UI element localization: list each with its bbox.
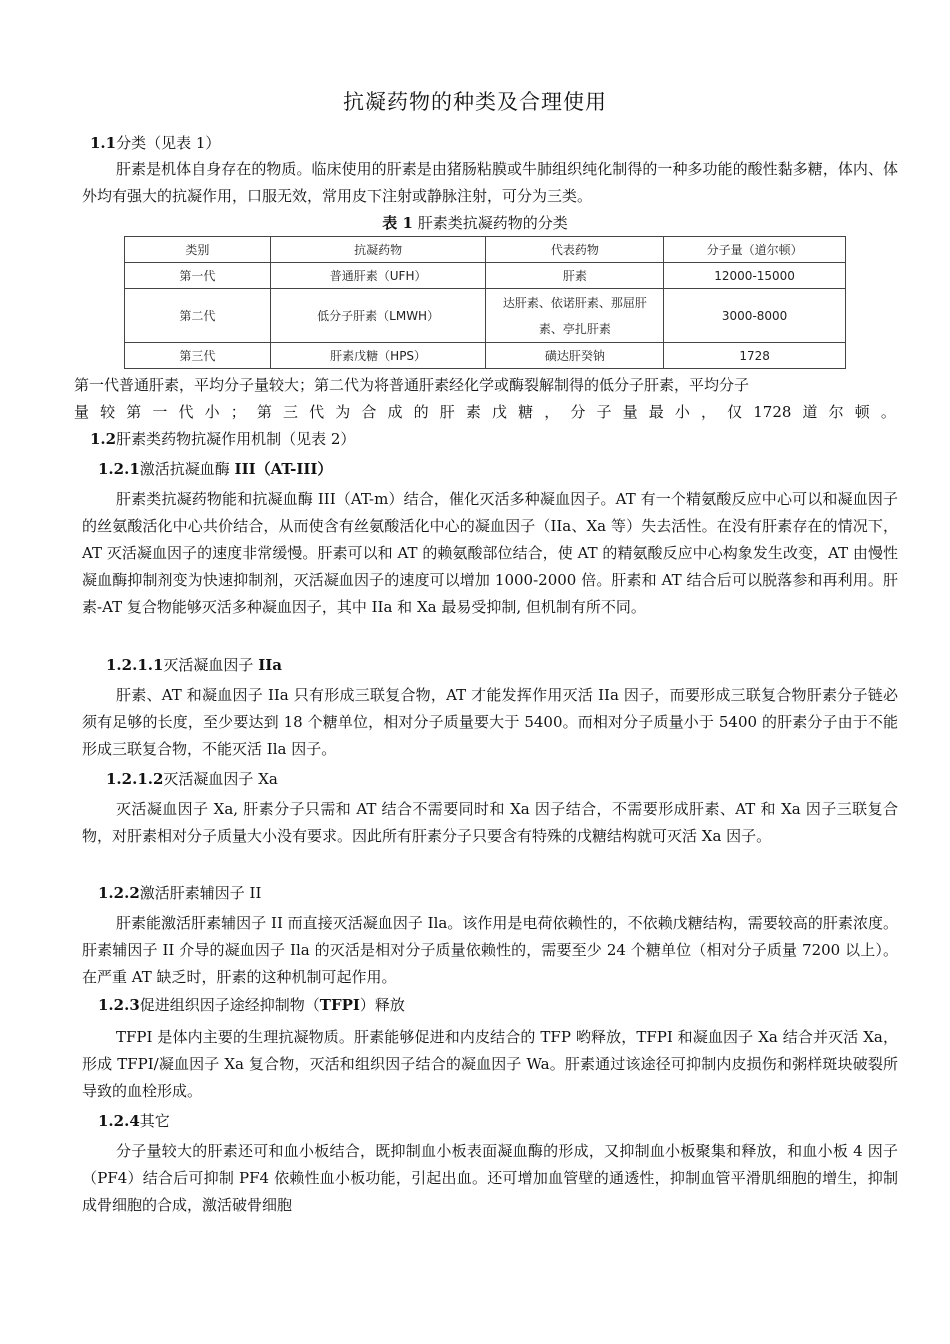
paragraph-other: 分子量较大的肝素还可和血小板结合，既抑制血小板表面凝血酶的形成，又抑制血小板聚集和释放，和血小板 4 因子（PF4）结合后可抑制 PF4 依赖性血小板功能，引起出血。还可增加血管壁的通透性，抑制血管平滑肌细胞的增生，抑制成骨细胞的合成，激活破骨细胞 bbox=[82, 1142, 898, 1214]
heading-number: 1.2 bbox=[90, 430, 117, 448]
heading-text: 分类（见表 1） bbox=[116, 134, 221, 152]
text-line-justified bbox=[74, 399, 896, 426]
text-token: 顿 bbox=[854, 403, 870, 421]
heading-text-tail: ）释放 bbox=[359, 996, 405, 1014]
text-token: 较 bbox=[100, 403, 116, 421]
heading-number: 1.1 bbox=[90, 134, 117, 152]
text-token: 分 bbox=[570, 403, 586, 421]
table-row bbox=[125, 263, 846, 289]
heading-1-2-3 bbox=[98, 994, 405, 1015]
text-token: 代 bbox=[178, 403, 194, 421]
header-cell: 代表药物 bbox=[486, 237, 664, 263]
table-cell: 12000-15000 bbox=[664, 263, 846, 289]
paragraph-after-table bbox=[74, 372, 896, 426]
paragraph-factor-xa: 灭活凝血因子 Xa, 肝素分子只需和 AT 结合不需要同时和 Xa 因子结合，不需要形成肝素、AT 和 Xa 因子三联复合物，对肝素相对分子质量大小没有要求。因此所有肝素分子只要含有特殊的戊糖结构就可灭活 Xa 因子。 bbox=[82, 800, 898, 845]
text-token: ， bbox=[701, 403, 717, 421]
caption-text: 肝素类抗凝药物的分类 bbox=[412, 214, 568, 232]
heading-number: 1.2.1 bbox=[98, 460, 140, 478]
text-token: 素 bbox=[465, 403, 481, 421]
table-row bbox=[125, 343, 846, 369]
heading-text: 激活肝素辅因子 II bbox=[139, 884, 262, 902]
heading-number: 1.2.2 bbox=[98, 884, 140, 902]
heading-text: 其它 bbox=[139, 1112, 170, 1130]
text-token: 三 bbox=[283, 403, 299, 421]
heading-text: 肝素类药物抗凝作用机制（见表 2） bbox=[116, 430, 356, 448]
text-token: 的 bbox=[413, 403, 429, 421]
table-row bbox=[125, 289, 846, 343]
table-cell: 低分子肝素（LMWH） bbox=[270, 289, 486, 343]
heading-text: 促进组织因子途经抑制物（ bbox=[139, 996, 320, 1014]
text-token: 。 bbox=[880, 403, 896, 421]
heading-1-2 bbox=[90, 428, 355, 449]
table-header-row bbox=[125, 237, 846, 263]
header-cell: 分子量（道尔顿） bbox=[664, 237, 846, 263]
table-cell: 肝素戊糖（HPS） bbox=[270, 343, 486, 369]
text-token: 糖 bbox=[518, 403, 534, 421]
heparin-classification-table bbox=[124, 236, 846, 369]
text-token: ； bbox=[230, 403, 246, 421]
text-token: 为 bbox=[335, 403, 351, 421]
heading-text-bold: TFPI bbox=[319, 996, 360, 1014]
paragraph-factor-iia: 肝素、AT 和凝血因子 IIa 只有形成三联复合物，AT 才能发挥作用灭活 IIa 因子，而要形成三联复合物肝素分子链必须有足够的长度，至少要达到 18 个糖单位，相对分子质量要大于 5400。而相对分子质量小于 5400 的肝素分子由于不能形成三联复合物，不能灭活 Ila 因子。 bbox=[82, 686, 898, 758]
text-token: 小 bbox=[674, 403, 690, 421]
text-token: 第 bbox=[256, 403, 272, 421]
table-cell: 磺达肝癸钠 bbox=[486, 343, 664, 369]
heading-1-2-2 bbox=[98, 882, 261, 903]
table-cell: 第三代 bbox=[125, 343, 271, 369]
table-cell: 1728 bbox=[664, 343, 846, 369]
text-token: 小 bbox=[204, 403, 220, 421]
heading-1-2-1 bbox=[98, 458, 332, 479]
text-token: 一 bbox=[152, 403, 168, 421]
table-cell: 3000-8000 bbox=[664, 289, 846, 343]
text-token: 子 bbox=[596, 403, 612, 421]
heading-1-2-1-1 bbox=[106, 654, 282, 675]
heading-text: 灭活凝血因子 bbox=[163, 656, 259, 674]
heading-text-bold: IIa bbox=[258, 656, 282, 674]
header-cell: 类别 bbox=[125, 237, 271, 263]
text-token: 合 bbox=[361, 403, 377, 421]
text-token: 1728 bbox=[753, 403, 792, 421]
document-title: 抗凝药物的种类及合理使用 bbox=[343, 90, 607, 114]
paragraph-at-iii: 肝素类抗凝药物能和抗凝血酶 III（AT-m）结合，催化灭活多种凝血因子。AT 有一个精氨酸反应中心可以和凝血因子的丝氨酸活化中心共价结合，从而使含有丝氨酸活化中心的凝血因子（IIa、Xa 等）失去活性。在没有肝素存在的情况下，AT 灭活凝血因子的速度非常缓慢。肝素可以和 AT 的赖氨酸部位结合，使 AT 的精氨酸反应中心构象发生改变，AT 由慢性凝血酶抑制剂变为快速抑制剂，灭活凝血因子的速度可以增加 1000-2000 倍。肝素和 AT 结合后可以脱落参和再利用。肝素-AT 复合物能够灭活多种凝血因子，其中 IIa 和 Xa 最易受抑制, 但机制有所不同。 bbox=[82, 490, 898, 616]
paragraph-cofactor-ii: 肝素能激活肝素辅因子 II 而直接灭活凝血因子 Ila。该作用是电荷依赖性的，不依赖戊糖结构，需要较高的肝素浓度。肝素辅因子 II 介导的凝血因子 Ila 的灭活是相对分子质量依赖性的，需要至少 24 个糖单位（相对分子质量 7200 以上）。在严重 AT 缺乏时，肝素的这种机制可起作用。 bbox=[82, 914, 898, 986]
text-token: 第 bbox=[126, 403, 142, 421]
text-line: 第一代普通肝素，平均分子量较大；第二代为将普通肝素经化学或酶裂解制得的低分子肝素，平均分子 bbox=[74, 376, 750, 394]
paragraph-heparin-intro: 肝素是机体自身存在的物质。临床使用的肝素是由猪肠粘膜或牛肺组织纯化制得的一种多功能的酸性黏多糖，体内、体外均有强大的抗凝作用，口服无效，常用皮下注射或静脉注射，可分为三类。 bbox=[82, 160, 898, 205]
table-cell: 肝素 bbox=[486, 263, 664, 289]
heading-number: 1.2.1.2 bbox=[106, 770, 164, 788]
heading-number: 1.2.3 bbox=[98, 996, 140, 1014]
text-token: 成 bbox=[387, 403, 403, 421]
table-cell: 达肝素、依诺肝素、那屈肝素、亭扎肝素 bbox=[486, 289, 664, 343]
heading-text: 灭活凝血因子 Xa bbox=[163, 770, 278, 788]
heading-number: 1.2.4 bbox=[98, 1112, 140, 1130]
table-cell: 第一代 bbox=[125, 263, 271, 289]
table-caption bbox=[0, 212, 950, 233]
heading-text-bold: III（AT-III） bbox=[234, 460, 333, 478]
text-token: 仅 bbox=[727, 403, 743, 421]
text-token: 道 bbox=[802, 403, 818, 421]
heading-1-2-1-2 bbox=[106, 768, 278, 789]
text-token: 戊 bbox=[492, 403, 508, 421]
text-token: 最 bbox=[648, 403, 664, 421]
table-cell: 普通肝素（UFH） bbox=[270, 263, 486, 289]
paragraph-tfpi: TFPI 是体内主要的生理抗凝物质。肝素能够促进和内皮结合的 TFP 哟释放，TFPI 和凝血因子 Xa 结合并灭活 Xa，形成 TFPI/凝血因子 Xa 复合物，灭活和组织因子结合的凝血因子 Wa。肝素通过该途径可抑制内皮损伤和粥样斑块破裂所导致的血栓形成。 bbox=[82, 1028, 898, 1100]
text-token: 量 bbox=[622, 403, 638, 421]
text-token: ， bbox=[544, 403, 560, 421]
heading-number: 1.2.1.1 bbox=[106, 656, 164, 674]
caption-number: 表 1 bbox=[382, 214, 413, 232]
heading-1-2-4 bbox=[98, 1110, 170, 1131]
text-token: 代 bbox=[309, 403, 325, 421]
header-cell: 抗凝药物 bbox=[270, 237, 486, 263]
text-token: 肝 bbox=[439, 403, 455, 421]
heading-text: 激活抗凝血酶 bbox=[139, 460, 235, 478]
text-token: 尔 bbox=[828, 403, 844, 421]
table-cell: 第二代 bbox=[125, 289, 271, 343]
text-token: 量 bbox=[74, 403, 90, 421]
heading-1-1 bbox=[90, 132, 220, 153]
